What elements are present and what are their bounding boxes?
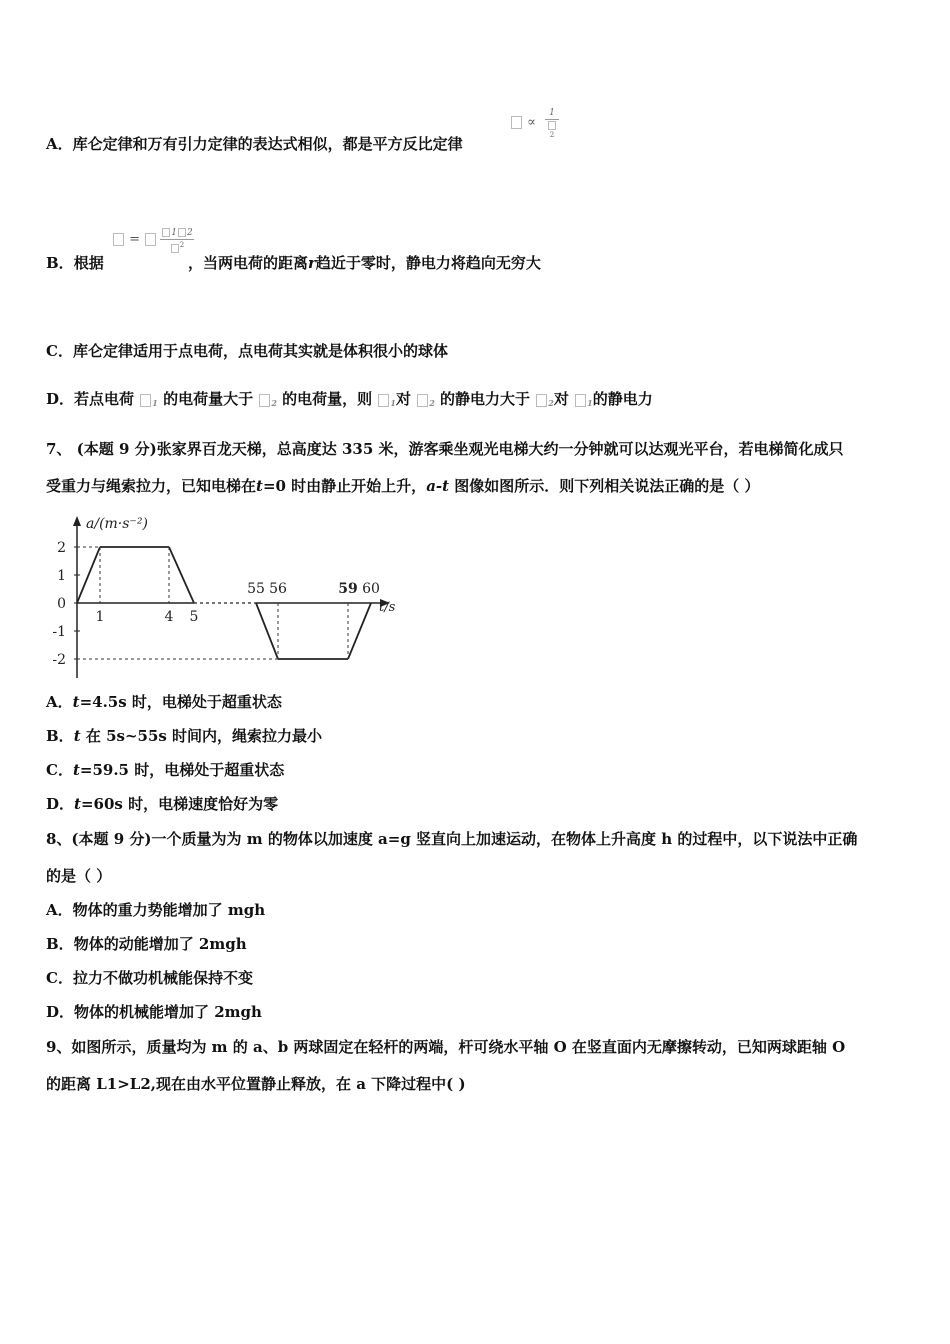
formula-placeholder [511, 116, 522, 129]
option-text: 的电荷量大于 [163, 390, 254, 408]
charge-placeholder [536, 394, 547, 407]
x-axis-group [77, 599, 390, 607]
q8-option-c [46, 968, 253, 988]
option-label: D． [46, 390, 75, 408]
q8-stem-line-2: 的是（ ） [46, 867, 112, 885]
option-text: 的静电力 [592, 390, 653, 408]
option-text: 在 5s~55s 时间内，绳索拉力最小 [80, 727, 323, 745]
variable-t: t [73, 727, 81, 745]
charge-subscript: 2 [548, 398, 554, 408]
variable-t: t [74, 795, 81, 813]
x-tick-label: 59 [338, 581, 358, 597]
option-text: 物体的重力势能增加了 mgh [72, 901, 266, 919]
y-tick-label: -2 [52, 652, 66, 668]
charge-subscript: 1 [152, 398, 158, 408]
x-tick-label: 56 [269, 581, 287, 597]
series-segment [256, 603, 278, 659]
charge-placeholder [417, 394, 428, 407]
q9-stem-line-1: 9、如图所示，质量均为 m 的 a、b 两球固定在轻杆的两端，杆可绕水平轴 O 在竖直面内无摩擦转动，已知两球距轴 O [46, 1038, 846, 1056]
option-label: C． [46, 761, 73, 779]
q7-option-d [46, 794, 278, 814]
fraction-numerator: 1 2 [160, 228, 194, 238]
q6-a-fraction [545, 108, 559, 144]
charge-subscript: 1 [390, 398, 396, 408]
option-text: 拉力不做功机械能保持不变 [72, 969, 253, 987]
q6-option-c [46, 341, 448, 361]
option-label: A． [46, 901, 73, 919]
x-tick-label: 55 [247, 581, 265, 597]
y-tick-label: 2 [57, 540, 66, 556]
charge-placeholder [259, 394, 270, 407]
option-text: 趋近于零时，静电力将趋向无穷大 [315, 254, 541, 272]
option-text: =4.5s 时，电梯处于超重状态 [79, 693, 282, 711]
charge-placeholder [140, 394, 151, 407]
q7-option-b [46, 726, 322, 746]
q6-option-d [46, 389, 653, 413]
variable-t: t [72, 761, 80, 779]
option-text: 的静电力大于 [440, 390, 531, 408]
variable-t: t [72, 693, 80, 711]
option-label: D． [46, 795, 75, 813]
option-text: 库仑定律适用于点电荷，点电荷其实就是体积很小的球体 [72, 342, 448, 360]
y-ticks-group [52, 540, 80, 668]
q6-b-formula [112, 232, 157, 247]
y-tick-label: -1 [52, 624, 66, 640]
fraction-denominator: 2 [160, 241, 194, 254]
equals-symbol: = [129, 232, 141, 247]
y-tick-label: 1 [57, 568, 66, 584]
fraction-numerator: 1 [549, 108, 555, 118]
series-segment [348, 603, 371, 659]
q8-option-b [46, 934, 247, 954]
q6-option-b [46, 253, 104, 273]
option-text: 库仑定律和万有引力定律的表达式相似，都是平方反比定律 [72, 135, 463, 153]
stem-text: 受重力与绳索拉力，已知电梯在 [46, 477, 257, 495]
option-label: D． [46, 1003, 75, 1021]
stem-text: =0 时由静止开始上升， [262, 477, 427, 495]
y-axis-label: a/(m·s⁻²) [86, 516, 148, 532]
series-segment [169, 547, 194, 603]
variable-a-t: a-t [426, 477, 450, 495]
series-segment [77, 547, 100, 603]
q7-option-c [46, 760, 284, 780]
option-label: A． [46, 693, 73, 711]
option-text: 若点电荷 [74, 390, 135, 408]
option-label: B． [46, 935, 74, 953]
x-tick-label: 60 [362, 581, 380, 597]
q8-option-a [46, 900, 265, 920]
y-axis-arrow [73, 516, 81, 526]
y-tick-label: 0 [57, 596, 66, 612]
option-text: =59.5 时，电梯处于超重状态 [79, 761, 285, 779]
option-label: B． [46, 254, 74, 272]
charge-subscript: 2 [429, 398, 435, 408]
q6-b-continuation [188, 253, 541, 273]
variable-t: t [256, 477, 263, 495]
q8-stem-line-1: 8、(本题 9 分)一个质量为为 m 的物体以加速度 a=g 竖直向上加速运动，在物体上升高度 h 的过程中，以下说法中正确 [46, 830, 858, 848]
q7-option-a [46, 692, 282, 712]
option-text: 物体的机械能增加了 2mgh [74, 1003, 262, 1021]
option-text: 对 [395, 390, 411, 408]
variable-r: r [308, 254, 316, 272]
proportional-symbol: ∝ [527, 115, 536, 130]
fraction-denominator [545, 121, 559, 144]
option-text: 根据 [73, 254, 104, 272]
q7-stem-line-2 [46, 476, 760, 496]
charge-subscript: 2 [271, 398, 277, 408]
formula-placeholder [113, 233, 124, 246]
x-tick-label: 5 [189, 609, 199, 625]
option-text: =60s 时，电梯速度恰好为零 [80, 795, 279, 813]
charge-placeholder [378, 394, 389, 407]
q9-stem-line-2: 的距离 L1>L2,现在由水平位置静止释放，在 a 下降过程中( ) [46, 1075, 466, 1093]
charge-subscript: 1 [587, 398, 593, 408]
q6-a-formula [510, 115, 536, 130]
formula-placeholder [145, 233, 156, 246]
option-label: B． [46, 727, 74, 745]
option-text: 的电荷量，则 [282, 390, 373, 408]
q8-option-d [46, 1002, 262, 1022]
option-text: ，当两电荷的距离 [188, 254, 309, 272]
option-label: C． [46, 342, 73, 360]
denominator-exponent: 2 [549, 131, 555, 139]
x-tick-label: 1 [95, 609, 105, 625]
q7-stem-line-1: 7、 (本题 9 分)张家界百龙天梯，总高度达 335 米，游客乘坐观光电梯大约一分钟就可以达观光平台，若电梯简化成只 [46, 440, 844, 458]
x-tick-label: 4 [164, 609, 174, 625]
option-label: C． [46, 969, 73, 987]
charge-placeholder [575, 394, 586, 407]
acceleration-time-graph [46, 510, 416, 685]
option-text: 对 [553, 390, 569, 408]
stem-text: 图像如图所示．则下列相关说法正确的是（ ） [449, 477, 760, 495]
option-text: 物体的动能增加了 2mgh [73, 935, 247, 953]
q6-b-fraction [160, 228, 194, 254]
q6-option-a [46, 134, 463, 154]
x-axis-label: t/s [379, 600, 396, 615]
option-label: A． [46, 135, 73, 153]
